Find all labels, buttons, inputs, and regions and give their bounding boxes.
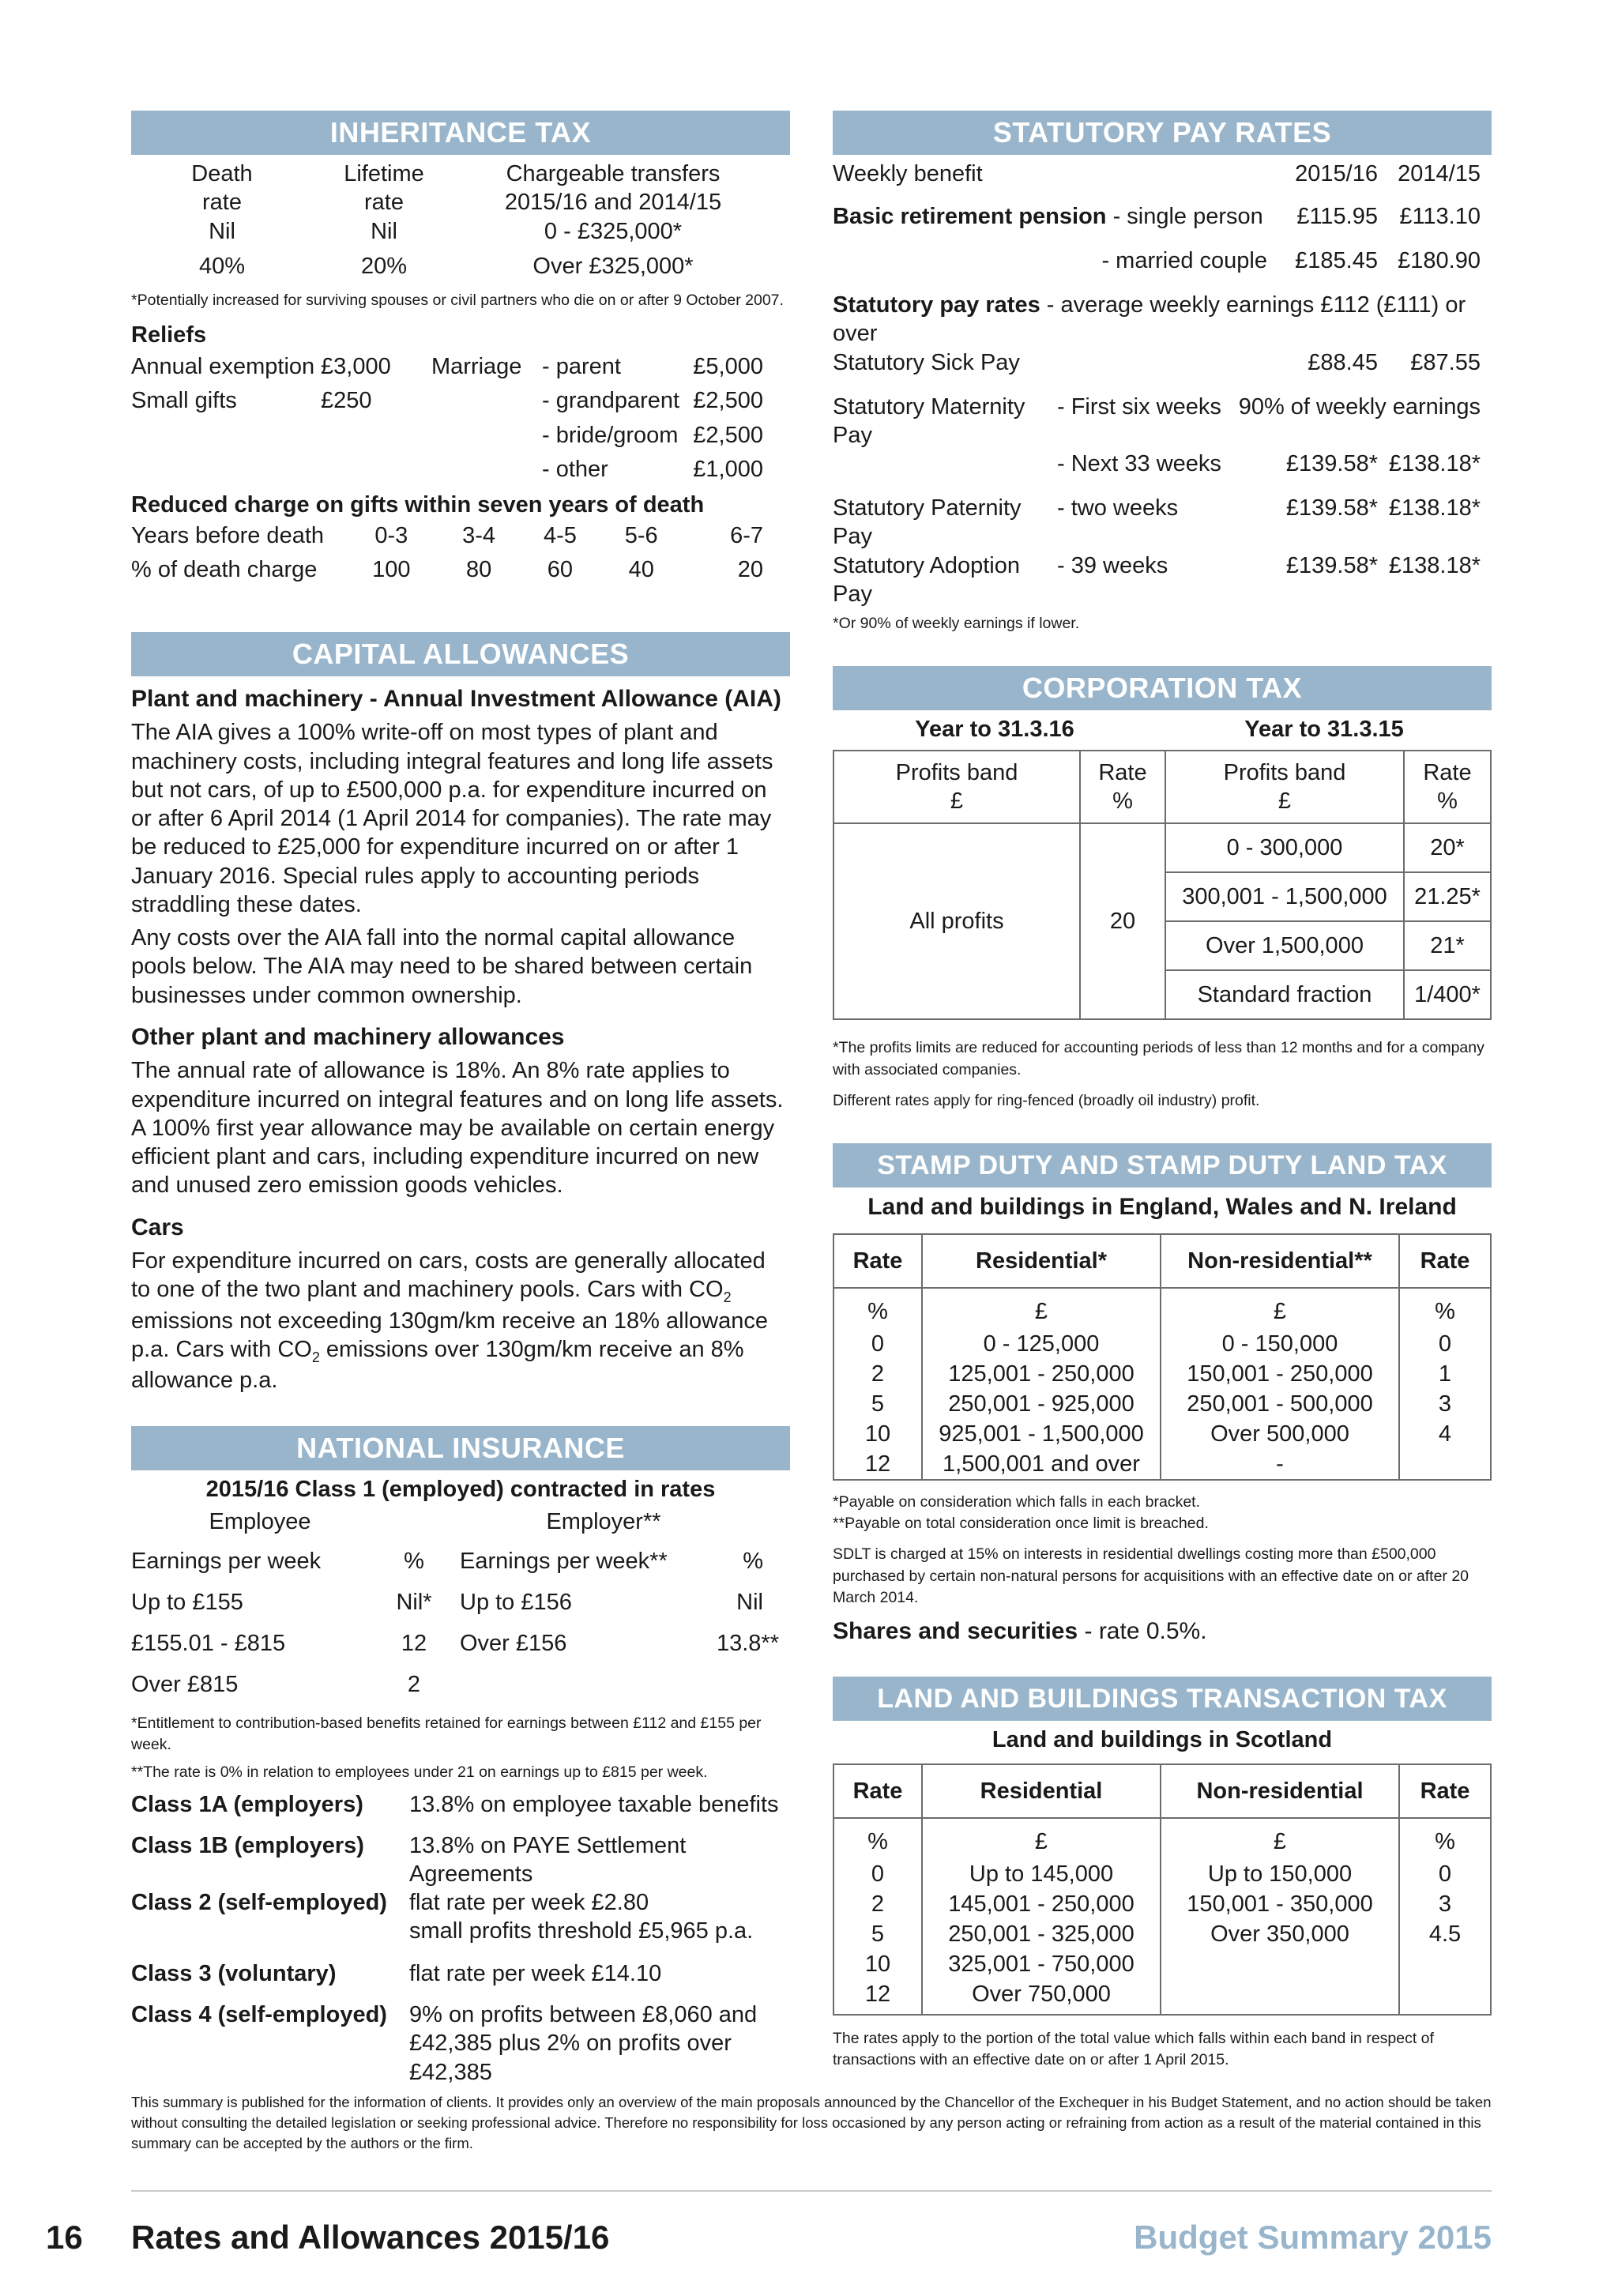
table-cell: 0 bbox=[1399, 1329, 1491, 1359]
table-row bbox=[131, 1959, 790, 2001]
table-cell: 150,001 - 350,000 bbox=[1161, 1889, 1399, 1919]
table-cell: £3,000 bbox=[321, 353, 391, 379]
publication-title: Budget Summary 2015 bbox=[1134, 2219, 1492, 2256]
table-header: Non-residential bbox=[1161, 1764, 1399, 1818]
table-row bbox=[833, 1329, 1491, 1359]
ni-note: *Entitlement to contribution-based benefits retained for earnings between £112 and £155 per week. bbox=[131, 1714, 762, 1753]
table-row bbox=[833, 1979, 1491, 2015]
table-cell: - other bbox=[542, 457, 608, 483]
table-cell: 5 bbox=[833, 1389, 922, 1419]
table-cell: 9% on profits between £8,060 and £42,385 plus 2% on profits over £42,385 bbox=[409, 2002, 758, 2085]
table-cell: Statutory Paternity Pay bbox=[833, 495, 1022, 550]
table-cell: 6-7 bbox=[730, 522, 763, 548]
table-cell: Statutory Maternity Pay bbox=[833, 393, 1025, 448]
table-cell: Class 2 (self-employed) bbox=[131, 1890, 387, 1916]
left-column bbox=[131, 111, 790, 2087]
table-cell: £250 bbox=[321, 388, 372, 414]
table-header: 2015/16 bbox=[1295, 161, 1378, 186]
table-cell bbox=[1161, 1979, 1399, 2015]
statutory-pay-header: STATUTORY PAY RATES bbox=[833, 111, 1492, 155]
lbtt-table bbox=[833, 1763, 1492, 2016]
table-cell: £5,000 bbox=[693, 353, 763, 379]
table-cell: 40 bbox=[628, 557, 654, 583]
other-plant-title: Other plant and machinery allowances bbox=[131, 1023, 565, 1050]
table-cell: 2 bbox=[833, 1889, 922, 1919]
table-row bbox=[833, 1859, 1491, 1889]
shares-line: Shares and securities - rate 0.5%. bbox=[833, 1618, 1207, 1645]
table-header: Chargeable transfers 2015/16 and 2014/15 bbox=[504, 161, 722, 216]
table-header: Rate bbox=[1399, 1764, 1491, 1818]
table-cell: Over £325,000* bbox=[532, 253, 694, 279]
table-cell: £139.58* bbox=[1285, 495, 1378, 521]
table-cell: 60 bbox=[547, 557, 574, 583]
table-cell: 2 bbox=[407, 1671, 421, 1697]
table-cell: 325,001 - 750,000 bbox=[922, 1949, 1161, 1979]
stamp-note: *Payable on consideration which falls in each bracket. bbox=[833, 1492, 1201, 1511]
table-cell: flat rate per week £2.80 small profits threshold £5,965 p.a. bbox=[409, 1890, 754, 1944]
table-cell: Over 500,000 bbox=[1161, 1419, 1399, 1449]
table-cell: 125,001 - 250,000 bbox=[922, 1359, 1161, 1389]
table-cell: Small gifts bbox=[131, 388, 237, 414]
table-cell bbox=[321, 419, 431, 454]
table-cell: Nil bbox=[371, 218, 397, 244]
table-cell: £155.01 - £815 bbox=[131, 1630, 286, 1656]
table-row bbox=[131, 217, 771, 246]
table-cell bbox=[131, 419, 321, 454]
reliefs-title: Reliefs bbox=[131, 322, 207, 348]
table-header: % bbox=[743, 1548, 763, 1574]
table-row bbox=[833, 247, 1481, 291]
table-row bbox=[833, 450, 1481, 494]
table-header: Residential bbox=[922, 1764, 1161, 1818]
table-cell: 21.25* bbox=[1404, 872, 1491, 921]
table-cell: Up to £156 bbox=[460, 1589, 572, 1615]
stamp-duty-section bbox=[833, 1143, 1492, 1646]
table-row bbox=[131, 2001, 790, 2087]
table-row bbox=[833, 348, 1481, 393]
table-cell: - First six weeks bbox=[1057, 393, 1221, 420]
table-cell: 0-3 bbox=[374, 522, 408, 548]
table-cell: % bbox=[1399, 1288, 1491, 1329]
page-title: Rates and Allowances 2015/16 bbox=[131, 2219, 610, 2256]
table-cell: 40% bbox=[198, 253, 246, 279]
table-row bbox=[833, 551, 1481, 609]
ni-note: **The rate is 0% in relation to employees under 21 on earnings up to £815 per week. bbox=[131, 1763, 708, 1782]
reliefs-table bbox=[131, 350, 763, 487]
table-row bbox=[131, 1588, 779, 1629]
table-cell: 3-4 bbox=[462, 522, 496, 548]
inheritance-rates-table bbox=[131, 160, 771, 280]
table-row bbox=[131, 519, 763, 554]
table-cell: 20 bbox=[737, 557, 763, 583]
table-cell: 0 bbox=[833, 1329, 922, 1359]
table-cell: Up to 150,000 bbox=[1161, 1859, 1399, 1889]
table-row bbox=[833, 1419, 1491, 1449]
table-cell: 12 bbox=[833, 1449, 922, 1480]
other-plant-paragraph: A 100% first year allowance may be available on certain energy efficient plant and cars, including expenditure incurred on new and unused zero emission goods vehicles. bbox=[131, 1115, 775, 1199]
table-cell: £ bbox=[1161, 1818, 1399, 1859]
table-row bbox=[131, 1888, 790, 1959]
table-row bbox=[833, 1449, 1491, 1480]
table-cell bbox=[833, 450, 1057, 494]
table-cell: £138.18* bbox=[1388, 552, 1481, 578]
employee-heading: Employee bbox=[209, 1508, 311, 1534]
table-row bbox=[131, 1629, 779, 1670]
table-row bbox=[131, 553, 763, 588]
table-cell bbox=[431, 384, 542, 419]
table-header: Profits band £ bbox=[1165, 751, 1404, 823]
national-insurance-header: NATIONAL INSURANCE bbox=[131, 1426, 790, 1470]
table-cell: Over 1,500,000 bbox=[1165, 921, 1404, 970]
table-cell bbox=[697, 1670, 779, 1707]
table-cell: £1,000 bbox=[693, 457, 763, 483]
ni-classes-table bbox=[131, 1790, 790, 2087]
table-cell: 0 bbox=[833, 1859, 922, 1889]
table-cell: % of death charge bbox=[131, 557, 318, 583]
table-header: % bbox=[404, 1548, 424, 1574]
table-cell: % bbox=[833, 1288, 922, 1329]
table-row bbox=[131, 453, 763, 487]
table-cell: 5-6 bbox=[624, 522, 658, 548]
table-row bbox=[833, 494, 1481, 551]
cars-title: Cars bbox=[131, 1214, 184, 1240]
table-cell: 80 bbox=[465, 557, 492, 583]
table-row bbox=[131, 350, 763, 385]
table-cell: - two weeks bbox=[1057, 495, 1179, 521]
lbtt-note: The rates apply to the portion of the total value which falls within each band in respect of transactions with an effective date on or after 1 April 2015. bbox=[833, 2029, 1434, 2069]
table-cell: 4.5 bbox=[1399, 1919, 1491, 1949]
table-cell bbox=[1399, 1979, 1491, 2015]
table-cell bbox=[431, 419, 542, 454]
table-cell bbox=[1399, 1449, 1491, 1480]
table-header: Weekly benefit bbox=[833, 161, 983, 186]
table-cell: £139.58* bbox=[1285, 451, 1378, 476]
table-cell: Annual exemption bbox=[131, 353, 315, 379]
table-cell: Up to £155 bbox=[131, 1589, 243, 1615]
table-row bbox=[833, 1919, 1491, 1949]
table-cell: £138.18* bbox=[1388, 451, 1481, 476]
table-cell: 925,001 - 1,500,000 bbox=[922, 1419, 1161, 1449]
table-cell: flat rate per week £14.10 bbox=[409, 1961, 662, 1987]
aia-paragraph: Any costs over the AIA fall into the normal capital allowance pools below. The AIA may need to be shared between certain businesses under common ownership. bbox=[131, 925, 753, 1008]
table-header: Rate bbox=[833, 1234, 922, 1288]
table-row bbox=[833, 291, 1481, 348]
table-cell: 250,001 - 925,000 bbox=[922, 1389, 1161, 1419]
table-header: Residential* bbox=[922, 1234, 1161, 1288]
reduced-charge-table bbox=[131, 519, 763, 588]
corporation-tax-section bbox=[833, 666, 1492, 1112]
table-cell: Class 1B (employers) bbox=[131, 1832, 364, 1858]
table-cell bbox=[1399, 1949, 1491, 1979]
table-cell: - Next 33 weeks bbox=[1057, 451, 1221, 476]
inheritance-note: *Potentially increased for surviving spouses or civil partners who die on or after 9 October 2007. bbox=[131, 292, 784, 309]
employer-heading: Employer** bbox=[546, 1508, 661, 1534]
table-cell: Years before death bbox=[131, 522, 325, 548]
table-cell: 4 bbox=[1399, 1419, 1491, 1449]
table-cell: Nil* bbox=[396, 1589, 432, 1615]
table-cell: 12 bbox=[833, 1979, 922, 2015]
table-cell: 12 bbox=[401, 1630, 427, 1656]
table-cell: Basic retirement pension - single person bbox=[833, 204, 1263, 229]
table-cell: 13.8% on PAYE Settlement Agreements bbox=[409, 1832, 687, 1887]
table-cell: £185.45 bbox=[1295, 248, 1378, 273]
table-cell: 100 bbox=[372, 557, 411, 583]
table-header: 2014/15 bbox=[1398, 161, 1481, 186]
table-cell: All profits bbox=[833, 823, 1080, 1019]
stamp-note: SDLT is charged at 15% on interests in residential dwellings costing more than £500,000 purchased by certain non-natural persons for acquisitions with an effective date on or after 20 March 2014. bbox=[833, 1545, 1469, 1606]
lbtt-header: LAND AND BUILDINGS TRANSACTION TAX bbox=[833, 1677, 1492, 1721]
table-cell: £2,500 bbox=[693, 422, 763, 448]
right-column bbox=[833, 111, 1492, 2072]
table-cell: £139.58* bbox=[1285, 552, 1378, 578]
table-cell: Marriage bbox=[431, 353, 522, 379]
table-row bbox=[833, 1889, 1491, 1919]
table-cell: £88.45 bbox=[1308, 349, 1378, 375]
table-cell: 5 bbox=[833, 1919, 922, 1949]
table-cell bbox=[131, 453, 321, 487]
table-cell: 20% bbox=[360, 253, 408, 279]
table-cell: Over £156 bbox=[460, 1630, 567, 1656]
disclaimer: This summary is published for the information of clients. It provides only an overview of the main proposals announced by the Chancellor of the Exchequer in his Budget Statement, and no action should be taken without consulting the detailed legislation or seeking professional advice. Therefore no responsibility for loss occasioned by any person acting or refraining from action as a result of the material contained in this summary can be accepted by the authors or the firm. bbox=[131, 2094, 1492, 2151]
table-cell: % bbox=[833, 1818, 922, 1859]
corporation-note: Different rates apply for ring-fenced (broadly oil industry) profit. bbox=[833, 1091, 1260, 1109]
stamp-note: **Payable on total consideration once limit is breached. bbox=[833, 1514, 1209, 1532]
table-header: Rate % bbox=[1080, 751, 1165, 823]
stamp-duty-table bbox=[833, 1233, 1492, 1481]
table-row bbox=[131, 246, 771, 280]
table-row bbox=[131, 419, 763, 454]
reduced-charge-title: Reduced charge on gifts within seven years of death bbox=[131, 491, 705, 518]
table-header: Rate bbox=[833, 1764, 922, 1818]
table-cell: 300,001 - 1,500,000 bbox=[1165, 872, 1404, 921]
table-row bbox=[833, 393, 1481, 450]
table-cell: 1 bbox=[1399, 1359, 1491, 1389]
lbtt-section bbox=[833, 1677, 1492, 2072]
table-cell: 13.8% on employee taxable benefits bbox=[409, 1791, 779, 1817]
table-cell: £ bbox=[922, 1288, 1161, 1329]
table-header: Death rate bbox=[191, 161, 253, 216]
table-header: Lifetime rate bbox=[344, 161, 424, 216]
table-header: Rate bbox=[1399, 1234, 1491, 1288]
page-number: 16 bbox=[46, 2219, 83, 2256]
statutory-pay-section bbox=[833, 111, 1492, 634]
table-row bbox=[131, 1790, 790, 1831]
corporation-tax-header: CORPORATION TAX bbox=[833, 666, 1492, 710]
table-cell: 250,001 - 325,000 bbox=[922, 1919, 1161, 1949]
table-row bbox=[833, 823, 1491, 872]
table-cell: Class 1A (employers) bbox=[131, 1791, 363, 1817]
inheritance-tax-header: INHERITANCE TAX bbox=[131, 111, 790, 155]
table-cell: 0 - 125,000 bbox=[922, 1329, 1161, 1359]
table-cell: 0 - 300,000 bbox=[1165, 823, 1404, 872]
table-header: Rate % bbox=[1404, 751, 1491, 823]
cars-paragraph: For expenditure incurred on cars, costs are generally allocated to one of the two plant and machinery pools. Cars with $CO_2$ emissions not exceeding 130gm/km receive an 18% allowance p.a. Cars with $CO_2$ emissions over 130gm/km receive an 8% allowance p.a. bbox=[131, 1248, 768, 1394]
table-cell: 1/400* bbox=[1404, 970, 1491, 1019]
stamp-duty-header: STAMP DUTY AND STAMP DUTY LAND TAX bbox=[833, 1143, 1492, 1188]
table-header: Earnings per week bbox=[131, 1548, 322, 1574]
table-cell: Standard fraction bbox=[1165, 970, 1404, 1019]
year-heading: Year to 31.3.15 bbox=[1244, 717, 1404, 743]
table-cell: Over 350,000 bbox=[1161, 1919, 1399, 1949]
table-cell: 3 bbox=[1399, 1889, 1491, 1919]
table-cell bbox=[1057, 348, 1275, 393]
stamp-duty-subtitle: Land and buildings in England, Wales and N. Ireland bbox=[867, 1194, 1457, 1221]
year-heading: Year to 31.3.16 bbox=[915, 717, 1074, 743]
table-cell: Nil bbox=[209, 218, 235, 244]
table-row bbox=[833, 202, 1481, 247]
other-plant-paragraph: The annual rate of allowance is 18%. An 8% rate applies to expenditure incurred on integral features and on long life assets. bbox=[131, 1058, 784, 1112]
table-row bbox=[833, 1949, 1491, 1979]
table-cell: 0 - 150,000 bbox=[1161, 1329, 1399, 1359]
table-cell bbox=[431, 453, 542, 487]
table-row bbox=[131, 1831, 790, 1889]
table-cell: - grandparent bbox=[542, 388, 680, 414]
table-cell: 90% of weekly earnings bbox=[1238, 393, 1481, 420]
table-cell: £115.95 bbox=[1296, 204, 1378, 229]
table-cell: Class 3 (voluntary) bbox=[131, 1961, 337, 1987]
table-cell: £2,500 bbox=[693, 388, 763, 414]
table-cell bbox=[321, 453, 431, 487]
table-cell: Statutory Adoption Pay bbox=[833, 552, 1020, 607]
table-cell: - parent bbox=[542, 353, 621, 379]
table-cell: 20 bbox=[1080, 823, 1165, 1019]
table-header: Earnings per week** bbox=[460, 1548, 668, 1574]
table-cell: 145,001 - 250,000 bbox=[922, 1889, 1161, 1919]
table-cell: 250,001 - 500,000 bbox=[1161, 1389, 1399, 1419]
table-cell: - bbox=[1161, 1449, 1399, 1480]
table-cell: - 39 weeks bbox=[1057, 552, 1168, 578]
table-cell: - married couple bbox=[1101, 248, 1267, 273]
table-cell: Statutory pay rates - average weekly earnings £112 (£111) or over bbox=[833, 292, 1466, 347]
table-row bbox=[131, 1670, 779, 1707]
table-cell bbox=[1161, 1949, 1399, 1979]
table-row bbox=[833, 1389, 1491, 1419]
table-cell: Statutory Sick Pay bbox=[833, 349, 1020, 375]
table-cell: % bbox=[1399, 1818, 1491, 1859]
capital-allowances-header: CAPITAL ALLOWANCES bbox=[131, 632, 790, 676]
table-cell: Nil bbox=[736, 1589, 763, 1615]
table-cell: 0 bbox=[1399, 1859, 1491, 1889]
table-cell: £180.90 bbox=[1398, 248, 1481, 273]
table-cell: Up to 145,000 bbox=[922, 1859, 1161, 1889]
table-row bbox=[833, 1359, 1491, 1389]
table-cell bbox=[460, 1670, 697, 1707]
table-cell: £113.10 bbox=[1399, 204, 1481, 229]
aia-title: Plant and machinery - Annual Investment Allowance (AIA) bbox=[131, 685, 781, 712]
table-cell: 150,001 - 250,000 bbox=[1161, 1359, 1399, 1389]
table-cell: 10 bbox=[833, 1419, 922, 1449]
table-cell: Over £815 bbox=[131, 1671, 239, 1697]
footer-divider bbox=[131, 2190, 1492, 2192]
table-cell: Over 750,000 bbox=[922, 1979, 1161, 2015]
table-cell: Class 4 (self-employed) bbox=[131, 2002, 387, 2028]
ni-rates-table bbox=[131, 1507, 779, 1707]
corporation-note: *The profits limits are reduced for accounting periods of less than 12 months and for a company with associated companies. bbox=[833, 1039, 1484, 1078]
corporation-tax-table bbox=[833, 750, 1492, 1020]
table-cell: £ bbox=[922, 1818, 1161, 1859]
table-cell: 21* bbox=[1404, 921, 1491, 970]
statutory-note: *Or 90% of weekly earnings if lower. bbox=[833, 615, 1080, 632]
table-cell: £ bbox=[1161, 1288, 1399, 1329]
lbtt-subtitle: Land and buildings in Scotland bbox=[991, 1726, 1333, 1752]
table-row bbox=[131, 384, 763, 419]
inheritance-tax-section bbox=[131, 111, 790, 588]
aia-paragraph: The AIA gives a 100% write-off on most types of plant and machinery costs, including integral features and long life assets but not cars, of up to £500,000 p.a. for expenditure incurred on or after 6 April 2014 (1 April 2014 for companies). The rate may be reduced to £25,000 for expenditure incurred on or after 1 January 2016. Special rules apply to accounting periods straddling these dates. bbox=[131, 720, 773, 917]
table-header: Non-residential** bbox=[1161, 1234, 1399, 1288]
ni-subtitle: 2015/16 Class 1 (employed) contracted in rates bbox=[205, 1477, 716, 1503]
table-cell: 1,500,001 and over bbox=[922, 1449, 1161, 1480]
table-header: Profits band £ bbox=[833, 751, 1080, 823]
table-cell: 2 bbox=[833, 1359, 922, 1389]
table-cell: 4-5 bbox=[543, 522, 577, 548]
national-insurance-section bbox=[131, 1426, 790, 2086]
table-cell: 0 - £325,000* bbox=[544, 218, 683, 244]
table-cell: 10 bbox=[833, 1949, 922, 1979]
table-cell: £138.18* bbox=[1388, 495, 1481, 521]
table-cell: 3 bbox=[1399, 1389, 1491, 1419]
table-cell: £87.55 bbox=[1410, 349, 1481, 375]
table-cell: 13.8** bbox=[716, 1630, 779, 1656]
capital-allowances-section bbox=[131, 632, 790, 1395]
statutory-pay-table bbox=[833, 160, 1481, 608]
table-cell: - bride/groom bbox=[542, 422, 679, 448]
table-cell: 20* bbox=[1404, 823, 1491, 872]
